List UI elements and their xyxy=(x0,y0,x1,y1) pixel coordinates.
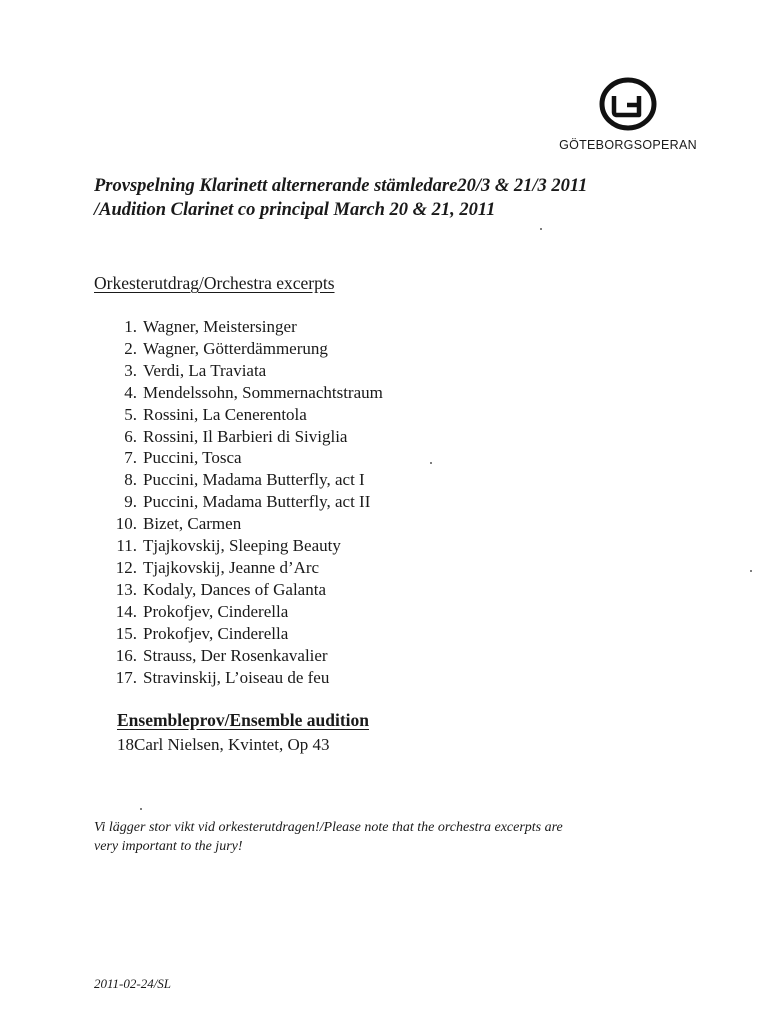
document-title xyxy=(94,174,587,222)
excerpt-number: 7. xyxy=(124,448,137,468)
excerpt-number: 10. xyxy=(115,514,137,534)
excerpt-title: Rossini, La Cenerentola xyxy=(143,404,307,424)
excerpt-title: Wagner, Götterdämmerung xyxy=(143,338,328,358)
excerpt-title: Strauss, Der Rosenkavalier xyxy=(143,645,328,665)
excerpt-item xyxy=(0,623,383,645)
excerpt-title: Prokofjev, Cinderella xyxy=(143,623,289,643)
excerpt-item xyxy=(0,667,383,689)
excerpt-item xyxy=(0,535,383,557)
excerpt-number: 16. xyxy=(115,645,137,665)
excerpt-title: Prokofjev, Cinderella xyxy=(143,601,289,621)
excerpt-item xyxy=(0,601,383,623)
excerpt-item xyxy=(0,426,383,448)
header-logo xyxy=(548,74,708,152)
excerpt-title: Mendelssohn, Sommernachtstraum xyxy=(143,382,383,402)
excerpt-number: 11. xyxy=(116,536,137,556)
goteborgsoperan-logo-icon xyxy=(597,74,659,134)
excerpt-item xyxy=(0,579,383,601)
excerpt-number: 8. xyxy=(124,470,137,490)
logo-name: GÖTEBORGSOPERAN xyxy=(559,138,697,152)
excerpt-title: Rossini, Il Barbieri di Siviglia xyxy=(143,426,348,446)
excerpt-item xyxy=(0,447,383,469)
excerpt-item xyxy=(0,360,383,382)
excerpt-number: 1. xyxy=(124,317,137,336)
excerpt-number: 4. xyxy=(124,382,137,402)
excerpt-number: 13. xyxy=(115,579,137,599)
excerpt-number: 17. xyxy=(115,667,137,687)
excerpt-title: Puccini, Tosca xyxy=(143,448,242,468)
excerpt-item xyxy=(0,491,383,513)
excerpt-number: 6. xyxy=(124,426,137,446)
title-line-english: /Audition Clarinet co principal March 20 & 21, 2011 xyxy=(94,200,496,220)
excerpt-title: Puccini, Madama Butterfly, act I xyxy=(143,470,365,490)
excerpt-item xyxy=(0,557,383,579)
excerpt-title: Bizet, Carmen xyxy=(143,514,242,534)
excerpt-item xyxy=(0,316,383,338)
ensemble-audition-heading: Ensembleprov/Ensemble audition xyxy=(117,710,370,730)
excerpt-item xyxy=(0,338,383,360)
jury-note-line-1: Vi lägger stor vikt vid orkesterutdragen!/Please note that the orchestra excerpts are xyxy=(94,820,563,835)
excerpt-item xyxy=(0,404,383,426)
excerpt-title: Puccini, Madama Butterfly, act II xyxy=(143,492,371,512)
orchestra-excerpts-heading: Orkesterutdrag/Orchestra excerpts xyxy=(94,273,335,293)
excerpt-number: 9. xyxy=(124,492,137,512)
excerpt-number: 14. xyxy=(115,601,137,621)
footer-date: 2011-02-24/SL xyxy=(94,976,172,991)
scan-speck xyxy=(540,228,542,230)
ensemble-item: 18Carl Nielsen, Kvintet, Op 43 xyxy=(117,735,330,754)
excerpt-title: Stravinskij, L’oiseau de feu xyxy=(143,667,330,687)
excerpt-item xyxy=(0,382,383,404)
jury-note-line-2: very important to the jury! xyxy=(94,839,243,854)
excerpt-title: Wagner, Meistersinger xyxy=(143,317,297,336)
excerpt-number: 5. xyxy=(124,404,137,424)
excerpt-item xyxy=(0,645,383,667)
excerpt-item xyxy=(0,513,383,535)
excerpt-number: 2. xyxy=(124,338,137,358)
excerpt-title: Verdi, La Traviata xyxy=(143,360,267,380)
excerpt-item xyxy=(0,469,383,491)
excerpt-title: Tjajkovskij, Sleeping Beauty xyxy=(143,536,341,556)
jury-note xyxy=(94,818,694,856)
excerpt-number: 15. xyxy=(115,623,137,643)
scan-speck xyxy=(430,462,432,464)
title-line-swedish: Provspelning Klarinett alternerande stämledare20/3 & 21/3 2011 xyxy=(94,176,588,196)
orchestra-excerpts-list xyxy=(0,316,383,688)
excerpt-number: 12. xyxy=(115,557,137,577)
excerpt-number: 3. xyxy=(124,360,137,380)
scan-speck xyxy=(140,808,142,810)
scan-speck xyxy=(750,570,752,572)
excerpt-title: Tjajkovskij, Jeanne d’Arc xyxy=(143,557,320,577)
excerpt-title: Kodaly, Dances of Galanta xyxy=(143,579,326,599)
